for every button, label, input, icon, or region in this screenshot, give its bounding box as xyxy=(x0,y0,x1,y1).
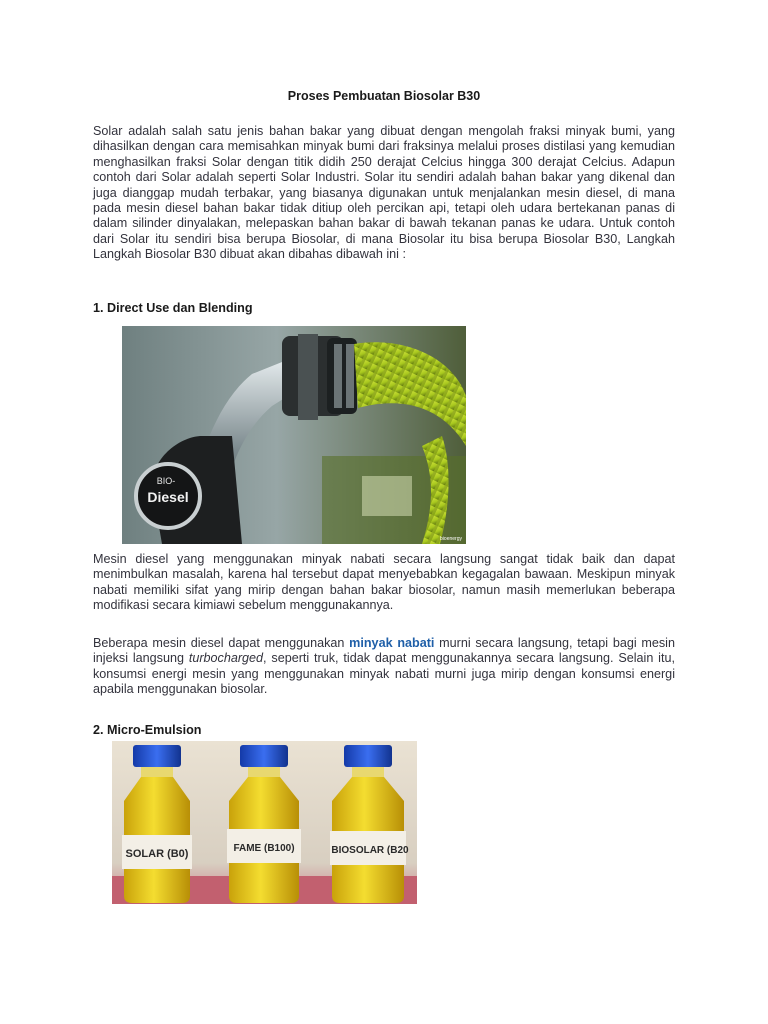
section-heading-direct-use: 1. Direct Use dan Blending xyxy=(93,301,253,315)
para2-text-end: , seperti truk, tidak dapat menggunakannya secara langsung. Selain itu, konsumsi energi mesin yang menggunakan minyak nabati murni juga mirip dengan konsumsi energi apabila menggunakan biosolar. xyxy=(93,651,675,697)
badge-main-text: Diesel xyxy=(147,489,189,505)
bottle-label-fame: FAME (B100) xyxy=(233,843,295,854)
para2-text-start: Beberapa mesin diesel dapat menggunakan xyxy=(93,636,350,650)
badge-top-text: BIO- xyxy=(156,476,176,486)
fuel-bottles-image xyxy=(112,741,417,904)
minyak-nabati-link[interactable]: minyak nabati xyxy=(349,636,435,650)
section1-paragraph-1: Mesin diesel yang menggunakan minyak nabati secara langsung sangat tidak baik dan dapat menimbulkan masalah, karena hal tersebut dapat menyebabkan kegagalan bawaan. Meskipun minyak nabati memiliki sifat yang mirip dengan bahan bakar biosolar, namun masih memerlukan beberapa modifikasi secara kimiawi sebelum menggunakannya. xyxy=(93,552,675,613)
turbocharged-italic: turbocharged xyxy=(188,651,264,666)
bottle-label-solar: SOLAR (B0) xyxy=(125,848,189,860)
biodiesel-nozzle-image xyxy=(122,326,466,544)
section-heading-micro-emulsion: 2. Micro-Emulsion xyxy=(93,723,202,737)
intro-paragraph: Solar adalah salah satu jenis bahan bakar yang dibuat dengan mengolah fraksi minyak bumi, yang dihasilkan dengan cara memisahkan minyak bumi dari fraksinya melalui proses distilasi yang kemudian menghasilkan fraksi Solar dengan titik didih 250 derajat Celcius hingga 300 derajat Celcius. Adapun contoh dari Solar adalah seperti Solar Industri. Solar itu sendiri adalah bahan bakar yang dikenal dan juga dianggap mudah terbakar, yang biasanya digunakan untuk menjalankan mesin diesel, di mana pada mesin diesel bahan bakar tidak ditiup oleh percikan api, tetapi oleh udara bertekanan panas di dalam silinder dinyalakan, melepaskan bahan bakar di bawah tekanan panas ke udara. Untuk contoh dari Solar itu sendiri bisa berupa Biosolar, di mana Biosolar itu bisa berupa Biosolar B30, Langkah Langkah Biosolar B30 dibuat akan dibahas dibawah ini : xyxy=(93,124,675,262)
bottle-label-biosolar: BIOSOLAR (B20 xyxy=(331,845,409,856)
para2-text-middle: murni secara langsung, tetapi bagi mesin injeksi langsung xyxy=(93,636,675,666)
page-title: Proses Pembuatan Biosolar B30 xyxy=(287,89,481,103)
image-credit-text: bioenergy xyxy=(440,536,462,542)
section1-paragraph-2 xyxy=(93,636,675,698)
